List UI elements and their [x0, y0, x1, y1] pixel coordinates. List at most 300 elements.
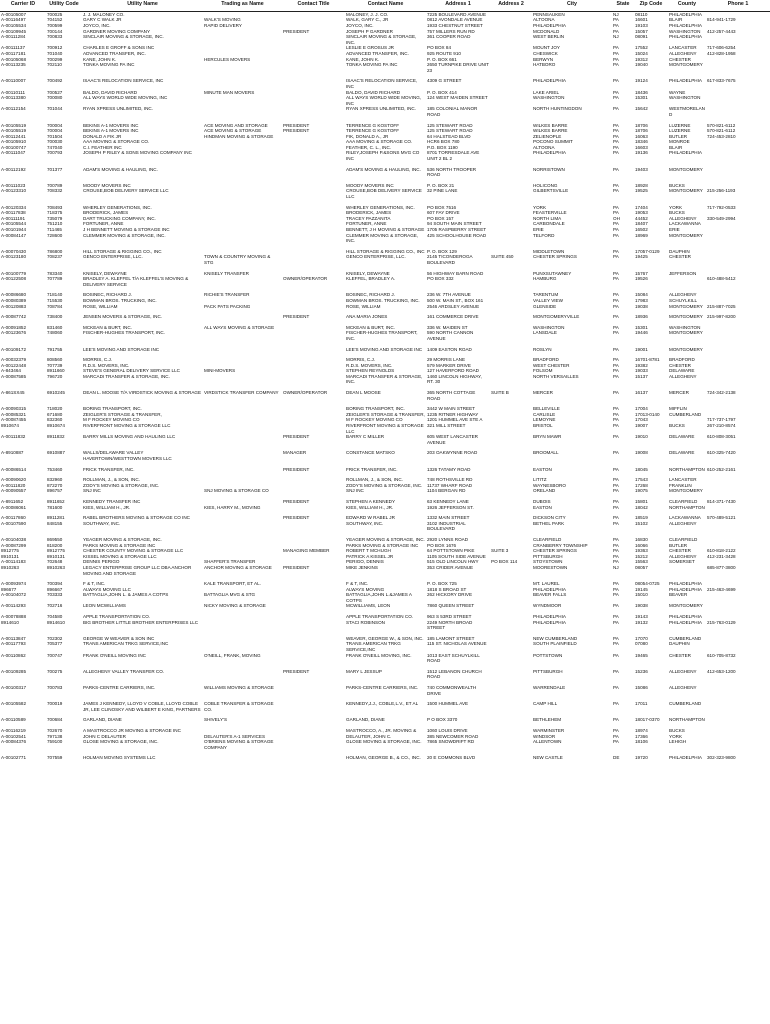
cell-utility-code: 818200	[47, 542, 63, 548]
cell-contact-name: LEE'S MOVING AND STORAGE INC	[346, 346, 423, 352]
cell-city: BETHEL PARK	[533, 520, 565, 526]
cell-contact-name: BOWMAN BROS. TRUCKING, INC.	[346, 297, 420, 303]
cell-zip-code: 19103	[635, 23, 648, 28]
table-body	[0, 11, 770, 761]
cell-utility-code: 700684	[47, 717, 63, 723]
cell-state: PA	[613, 95, 619, 101]
cell-trading-as-name: BATTAGLIA MVG & STG	[204, 592, 256, 598]
cell-city: BRADFORD	[533, 357, 559, 363]
cell-zip-code: 15137	[635, 373, 648, 379]
cell-carrier-id: A-00105519	[1, 122, 27, 128]
cell-phone-1	[706, 167, 770, 178]
cell-contact-name: ROBERT T MCHUGH	[346, 548, 391, 554]
col-header-utility-name: Utility Name	[82, 0, 203, 11]
cell-city: MERCER	[533, 390, 553, 396]
cell-phone-1: 215-463-4699	[707, 586, 736, 592]
cell-contact-name: SOUTHWAY, INC.	[346, 520, 384, 526]
cell-utility-name: BATTAGLIA,JOHN L. & JAMES A COTPS	[83, 592, 169, 598]
cell-contact-name: STACI ROBINSON	[346, 619, 385, 625]
cell-utility-name: BORING TRANSPORT, INC.	[83, 406, 142, 412]
cell-contact-name: MARCADI TRANSFER & STORAGE, INC.	[346, 373, 423, 385]
cell-contact-name: YEAGER MOVING & STORAGE, INC.	[346, 536, 425, 542]
cell-carrier-id: A-00090557	[1, 488, 27, 494]
cell-address-1: 1705 RASPBERRY STREET	[427, 227, 487, 232]
cell-state: PA	[613, 227, 619, 232]
cell-carrier-id: A-00122448	[1, 362, 27, 368]
cell-carrier-id: A-00086514	[1, 466, 27, 472]
cell-trading-as-name	[203, 78, 282, 89]
cell-zip-code: 15301	[635, 95, 648, 101]
col-header-contact-name: Contact Name	[345, 0, 426, 11]
cell-carrier-id: A-00100317	[1, 685, 27, 690]
cell-contact-name: ISAAC'S RELOCATION SERVICE, INC	[346, 78, 418, 89]
cell-carrier-id: A-00105910	[1, 139, 27, 145]
cell-address-1: 64 HALSTEAD BLVD	[427, 133, 471, 139]
cell-contact-title	[282, 330, 345, 341]
table-row	[0, 233, 770, 244]
cell-trading-as-name: O'NEILL, FRANK, MOVING	[204, 652, 261, 658]
cell-contact-name: GARLAND, DIANE	[346, 717, 385, 723]
cell-state: PA	[613, 592, 619, 598]
cell-state: PA	[613, 581, 619, 587]
cell-state: PA	[613, 390, 619, 396]
cell-contact-name: TRACEY PAZZANITA	[346, 215, 391, 221]
cell-county: BUCKS	[669, 182, 685, 188]
cell-city: POTTSTOWN	[533, 652, 563, 658]
cell-city: WARRENDALE	[533, 685, 566, 690]
cell-zip-code: 16066	[635, 542, 648, 548]
cell-trading-as-name: SHAFFER'S TRANSFER	[204, 559, 256, 565]
cell-contact-title	[282, 521, 345, 532]
cell-county: LEHIGH	[669, 739, 687, 745]
cell-address-1: 262 HICKORY DRIVE	[427, 592, 473, 598]
cell-state: PA	[613, 144, 619, 150]
cell-county: PHILADELPHIA	[669, 619, 702, 625]
cell-trading-as-name: RICHIE'S TRANSFER	[204, 292, 250, 298]
table-row	[0, 701, 770, 712]
cell-state: PA	[613, 56, 619, 62]
cell-contact-name: RILEY,JOSEPH P.&SONS MVG CO INC	[346, 150, 420, 162]
cell-address-2	[490, 685, 532, 696]
cell-zip-code: 18346	[635, 139, 648, 145]
cell-city: BROOMALL	[533, 450, 559, 456]
cell-county: DAUPHIN	[669, 641, 690, 647]
cell-city: MT. LAUREL	[533, 581, 560, 587]
cell-county: MONTGOMERY	[669, 330, 703, 336]
cell-phone-1: 724-453-2810	[707, 133, 736, 139]
cell-trading-as-name	[203, 521, 282, 532]
cell-utility-name: MOODY MOVERS INC	[83, 182, 131, 188]
cell-state: PA	[613, 368, 619, 374]
table-row	[0, 188, 770, 199]
cell-utility-code: 708237	[47, 254, 63, 260]
cell-utility-code: 704580	[47, 614, 63, 620]
cell-city: MOORESTOWN	[533, 564, 568, 570]
cell-address-2	[490, 374, 532, 385]
cell-contact-name: KANE, JOHN K.	[346, 56, 380, 62]
cell-utility-code: 759100	[47, 739, 63, 745]
cell-utility-code: 848155	[47, 520, 63, 526]
cell-contact-title: OWNER/OPERATOR	[283, 390, 328, 396]
cell-zip-code: 15102	[635, 520, 648, 526]
cell-state: PA	[613, 128, 619, 134]
cell-trading-as-name	[203, 233, 282, 244]
cell-city: FOLSOM	[533, 368, 553, 374]
cell-contact-title: PRESIDENT	[283, 28, 310, 34]
cell-county: DAUPHIN	[669, 248, 690, 254]
cell-state: PA	[613, 417, 619, 423]
col-header-utility-code: Utility Code	[46, 0, 82, 11]
cell-phone-1: 610-705-8732	[707, 652, 736, 658]
cell-state: PA	[613, 548, 619, 554]
cell-utility-name: SNJ INC	[83, 488, 101, 494]
cell-contact-name: TERRENCE G KOSTOFF	[346, 122, 400, 128]
cell-contact-name: CONSTANCE MATSKO	[346, 450, 395, 456]
cell-contact-name: MCWILLIAMS, LEON	[346, 603, 391, 609]
cell-address-1: 336 W. MAIDEN ST	[427, 324, 468, 330]
cell-contact-title: OWNER/OPERATOR	[283, 276, 328, 282]
cell-county: PHILADELPHIA	[669, 586, 702, 592]
cell-utility-name: GEORGE W WEAVER & SON INC	[83, 635, 155, 641]
cell-contact-name: BATTAGLIA,JOHN L.&JAMES A COTPS	[346, 592, 412, 603]
cell-address-1: 29 MORRIS LANE	[427, 357, 466, 363]
cell-utility-code: 718020	[47, 406, 63, 412]
cell-carrier-id: A-00084376	[1, 739, 27, 745]
cell-zip-code: 17043	[635, 417, 648, 423]
cell-county: ALLEGHENY	[669, 292, 697, 298]
cell-utility-code: 6910245	[47, 390, 65, 396]
cell-state: PA	[613, 515, 619, 521]
cell-contact-title	[282, 701, 345, 712]
cell-address-2	[490, 34, 532, 45]
cell-utility-name: KENNEDY TRANSFER INC	[83, 498, 141, 504]
cell-address-1: 1460 LINCOLN HIGHWAY, RT. 30	[427, 373, 482, 385]
cell-utility-name: CHESTER COUNTY MOVING & STORAGE LLC	[83, 548, 184, 554]
cell-utility-code: 701504	[47, 133, 63, 139]
cell-carrier-id: A-00100779	[1, 270, 27, 276]
cell-utility-name: FORTUNER, ANNE	[83, 221, 124, 227]
cell-contact-name: BRODERICK, JAMES	[346, 210, 392, 216]
cell-address-1: 124 WEST MAIDEN STREET	[427, 95, 488, 101]
cell-zip-code: 15642	[635, 106, 648, 112]
cell-carrier-id: A-00117860	[1, 515, 26, 521]
cell-utility-code: 671680	[47, 411, 63, 417]
cell-contact-name: MASTROCCO, A., JR. MOVING &	[346, 727, 417, 733]
cell-trading-as-name: HINDMAN MOVING & STORAGE	[204, 133, 274, 139]
cell-zip-code: 18106	[635, 739, 648, 745]
cell-address-1: 1409 EASTON ROAD	[427, 346, 472, 352]
cell-contact-title: PRESIDENT	[283, 466, 310, 472]
cell-state: PA	[613, 635, 619, 641]
col-header-county: County	[668, 0, 706, 11]
cell-state: PA	[613, 586, 619, 592]
table-row	[0, 653, 770, 664]
cell-utility-name: KIES, WILLIAM H., JR.	[83, 504, 131, 510]
cell-address-1: 236 W. 7TH AVENUE	[427, 292, 471, 298]
cell-trading-as-name: KALE TRANSPORT, ET AL.	[204, 581, 261, 587]
cell-zip-code: 18928	[635, 182, 648, 188]
cell-phone-1: 302-323-9800	[707, 755, 736, 761]
cell-address-1: 500 W. MAIN ST., BOX 161	[427, 297, 484, 303]
cell-zip-code: 08057	[635, 564, 648, 570]
cell-contact-title: PRESIDENT	[283, 122, 310, 128]
cell-address-2	[490, 434, 532, 445]
cell-county: BLAIR	[669, 17, 683, 23]
cell-city: EASTON	[533, 466, 552, 472]
cell-trading-as-name: ANCHOR MOVING & STORAGE	[204, 564, 272, 570]
cell-zip-code: 19312	[635, 56, 648, 62]
table-row	[0, 78, 770, 89]
cell-utility-code: 8910263	[47, 564, 65, 570]
cell-carrier-id: A-00100747	[1, 144, 27, 150]
cell-address-1: P. O. BOX 661	[427, 56, 457, 62]
cell-contact-name: ADVANCED TRANSFER, INC.	[346, 50, 409, 56]
table-row	[0, 150, 770, 161]
cell-zip-code: 19143	[635, 614, 648, 620]
cell-zip-code: 19132	[635, 619, 648, 625]
cell-county	[668, 276, 706, 287]
cell-contact-name: STEPHEN REYNOLDS	[346, 368, 395, 374]
cell-county: CHESTER	[669, 254, 691, 260]
cell-utility-name: BEKINS A-1 MOVERS INC	[83, 122, 139, 128]
cell-trading-as-name: NICKY MOVING & STORAGE	[204, 603, 266, 609]
cell-state: PA	[613, 450, 619, 456]
cell-utility-name: JENSEN MOVERS & STORAGE, INC.	[83, 314, 163, 320]
cell-carrier-id: A-00109285	[1, 668, 27, 674]
cell-utility-code: 8911660	[47, 368, 65, 374]
cell-contact-name: ANA MARIA JONES	[346, 314, 388, 320]
cell-zip-code: 18436	[635, 89, 648, 95]
cell-state: PA	[613, 17, 619, 23]
cell-zip-code: 18519	[635, 515, 648, 521]
cell-utility-code: 786800	[47, 248, 63, 254]
cell-utility-name: FRANK O'NEILL MOVING INC	[83, 652, 146, 658]
cell-utility-code: 700599	[47, 23, 63, 28]
cell-state: PA	[613, 603, 619, 609]
cell-address-1: P. O. BOX 725	[427, 581, 457, 587]
cell-contact-title	[282, 592, 345, 603]
cell-state: PA	[613, 122, 619, 128]
cell-county: NORTHAMPTON	[669, 466, 705, 472]
cell-utility-code: 707739	[47, 362, 63, 368]
col-header-trading-as-name: Trading as Name	[203, 0, 282, 11]
cell-address-2	[490, 653, 532, 664]
table-row	[0, 276, 770, 287]
cell-county: BUCKS	[669, 727, 685, 733]
cell-state: PA	[613, 411, 619, 417]
cell-carrier-id: A-00110862	[1, 652, 26, 658]
cell-contact-name: FIK, DONALD A., JR	[346, 133, 389, 139]
cell-county: CUMBERLAND	[669, 411, 702, 417]
cell-address-1: 2145 TICONDEROGA BOULEVARD	[427, 254, 473, 265]
cell-contact-name: JOSEPH P GARDNER	[346, 28, 393, 34]
cell-address-1: P O BOX 3370	[427, 717, 458, 723]
cell-city: WASHINGTON	[533, 95, 565, 101]
cell-city: NEW CUMBERLAND	[533, 635, 578, 641]
cell-utility-code: 707559	[47, 755, 63, 761]
cell-address-1: 536 NORTH TROOPER ROAD	[427, 166, 477, 178]
cell-county: ALLEGHENY	[669, 215, 697, 221]
cell-zip-code: 19001	[635, 346, 648, 352]
cell-county: ALLEGHENY	[669, 373, 697, 379]
cell-address-1: PO BOX 332	[427, 276, 454, 282]
cell-city: YORK	[533, 204, 547, 210]
cell-city: CLEARFIELD	[533, 536, 562, 542]
cell-carrier-id: A-00117838	[1, 210, 26, 216]
cell-county: YORK	[669, 204, 683, 210]
cell-phone-1	[706, 701, 770, 712]
cell-state: PA	[613, 139, 619, 145]
cell-carrier-id: A-00105007	[1, 11, 27, 17]
cell-utility-name: ROSE, WILLIAM	[83, 303, 118, 309]
cell-utility-name: F & T, INC.	[83, 581, 106, 587]
cell-address-2	[490, 669, 532, 680]
cell-contact-title: PRESIDENT	[283, 128, 310, 134]
cell-address-1: 56 HIGHWAY BARN ROAD	[427, 270, 484, 276]
cell-state: PA	[613, 733, 619, 739]
cell-address-2	[490, 755, 532, 761]
cell-contact-name: RYAN XPRESS UNLIMITED, INC.	[346, 106, 417, 112]
cell-carrier-id: A-00111191	[1, 215, 26, 221]
cell-utility-name: HILL STORAGE & RIGGING CO., INC	[83, 248, 162, 254]
cell-address-1: 1235 RITNER HIGHWAY	[427, 411, 479, 417]
cell-utility-name: GENCO ENTERPRISE, LLC.	[83, 254, 143, 260]
cell-utility-name: ROLLMAN, J., & SON, INC.	[83, 477, 140, 483]
cell-contact-name: BALDO, DAVID RICHARD	[346, 89, 401, 95]
cell-city: PHILADELPHIA	[533, 23, 566, 28]
cell-city: BELLEVILLE	[533, 406, 560, 412]
cell-carrier-id: A-00114183	[1, 559, 26, 565]
cell-city: HOLICONG	[533, 182, 558, 188]
cell-address-1: 63 KENNEDY LANE	[427, 498, 469, 504]
cell-city: HAMBURG	[533, 276, 557, 282]
cell-contact-name: LESLIE E GROSUS JR	[346, 45, 394, 51]
cell-county: PHILADELPHIA	[669, 581, 702, 587]
cell-utility-name: LEGACY ENTERPRISE GROUP LLC DBA ANCHOR MOVING AND STORAGE	[83, 564, 192, 576]
cell-utility-name: DENNIS PERIGO	[83, 559, 120, 565]
cell-city: GILBERTSVILLE	[533, 188, 569, 194]
cell-trading-as-name	[203, 755, 282, 761]
cell-city: MONTGOMERYVILLE	[533, 314, 580, 320]
cell-county: LANCASTER	[669, 45, 697, 51]
table-row	[0, 669, 770, 680]
cell-utility-code: 700019	[47, 701, 63, 707]
cell-utility-name: R.D.S. MOVERS, INC.	[83, 362, 130, 368]
cell-county: MONTGOMERY	[669, 488, 703, 494]
cell-phone-1: 215-997-8200	[707, 314, 736, 320]
cell-county: LUZERNE	[669, 122, 691, 128]
cell-city: WEST BERLIN	[533, 34, 565, 40]
cell-zip-code: 44452	[635, 215, 648, 221]
cell-phone-1: 412-653-1200	[707, 668, 736, 674]
table-row	[0, 739, 770, 750]
cell-carrier-id: 8910131	[1, 553, 19, 559]
cell-address-1: 4309 G STREET	[427, 78, 462, 84]
cell-trading-as-name: MINI-MOVERS	[204, 368, 236, 374]
cell-county: CHESTER	[669, 652, 691, 658]
cell-phone-1: 685-877-3800	[707, 564, 736, 570]
cell-zip-code: 15301	[635, 324, 648, 330]
cell-utility-code: 896757	[47, 488, 63, 494]
cell-utility-code: 832360	[47, 417, 63, 423]
cell-address-1: 32 PINE LANE	[427, 188, 458, 194]
cell-county: BEAVER	[669, 592, 688, 598]
cell-trading-as-name	[203, 434, 282, 445]
cell-utility-name: PARKS-CENTRE CARRIERS, INC.	[83, 685, 156, 690]
cell-utility-name: TONKA MOVING PA INC	[83, 62, 135, 68]
cell-utility-code: 735079	[47, 215, 63, 221]
cell-trading-as-name: PACK PATS PACKING	[204, 303, 251, 309]
cell-utility-code: 704152	[47, 17, 63, 23]
cell-address-1: 2650 TURNPIKE DRIVE UNIT 23	[427, 62, 489, 73]
cell-county: CLEARFIELD	[669, 498, 698, 504]
cell-trading-as-name	[203, 188, 282, 199]
cell-city: PITTSBURGH	[533, 553, 563, 559]
cell-zip-code: 19040	[635, 62, 648, 68]
cell-city: MOUNT JOY	[533, 45, 560, 51]
cell-zip-code: 15084	[635, 292, 648, 298]
cell-contact-name: MCKEAN & BURT, INC.	[346, 324, 395, 330]
cell-carrier-id: A-00105544	[1, 221, 27, 227]
cell-address-1: 740 COMMONWEALTH DRIVE	[427, 685, 477, 696]
cell-state: PA	[613, 188, 619, 194]
cell-utility-code: 700299	[47, 56, 63, 62]
cell-contact-name: BOSINEC, RICHARD J.	[346, 292, 396, 298]
cell-county: MONTGOMERY	[669, 62, 703, 68]
cell-address-2	[490, 565, 532, 576]
cell-city: PITTSBURGH	[533, 668, 563, 674]
cell-utility-code: 702716	[47, 603, 63, 609]
cell-trading-as-name: KNISELY TRANSFER	[204, 270, 249, 276]
cell-zip-code: 19382	[635, 362, 648, 368]
cell-state: PA	[613, 210, 619, 216]
cell-trading-as-name	[203, 330, 282, 341]
cell-zip-code: 16137	[635, 390, 648, 396]
cell-utility-code: 753460	[47, 466, 63, 472]
cell-phone-1: 610-818-2122	[707, 548, 736, 554]
cell-county: PHILADELPHIA	[669, 23, 702, 28]
cell-city: BETHLEHEM	[533, 717, 562, 723]
cell-carrier-id: A-00111820	[1, 482, 26, 488]
cell-carrier-id: A-00113847	[1, 635, 26, 641]
cell-carrier-id: A-00087455	[1, 417, 27, 423]
cell-carrier-id: A-00078888	[1, 614, 27, 620]
cell-city: LITITZ	[533, 477, 547, 483]
cell-contact-name: TONKA MOVING PA INC	[346, 62, 398, 68]
cell-address-2	[490, 106, 532, 117]
cell-carrier-id: A-00112441	[1, 133, 26, 139]
cell-trading-as-name	[203, 374, 282, 385]
cell-carrier-id: A-00102541	[1, 733, 27, 739]
cell-utility-name: SOUTHWAY, INC.	[83, 520, 121, 526]
cell-contact-title	[282, 653, 345, 664]
cell-phone-1: 215-763-0129	[707, 619, 736, 625]
cell-address-2: SUITE 3	[491, 548, 509, 554]
cell-state: PA	[613, 150, 619, 156]
cell-state: PA	[613, 45, 619, 51]
cell-city: CHESTER SPRINGS	[533, 254, 577, 260]
cell-state: PA	[613, 614, 619, 620]
cell-county: LANCASTER	[669, 477, 697, 483]
cell-utility-name: WHERLEY GENERATIONS, INC.	[83, 204, 152, 210]
cell-zip-code: 18974	[635, 727, 648, 733]
cell-utility-code: 872270	[47, 482, 63, 488]
cell-contact-title: PRESIDENT	[283, 668, 310, 674]
cell-utility-name: ZODY'S MOVING & STORAGE, INC.	[83, 482, 160, 488]
cell-utility-code: 8911652	[47, 498, 65, 504]
cell-county: MONROE	[669, 139, 690, 145]
cell-zip-code: 16603	[635, 144, 648, 150]
